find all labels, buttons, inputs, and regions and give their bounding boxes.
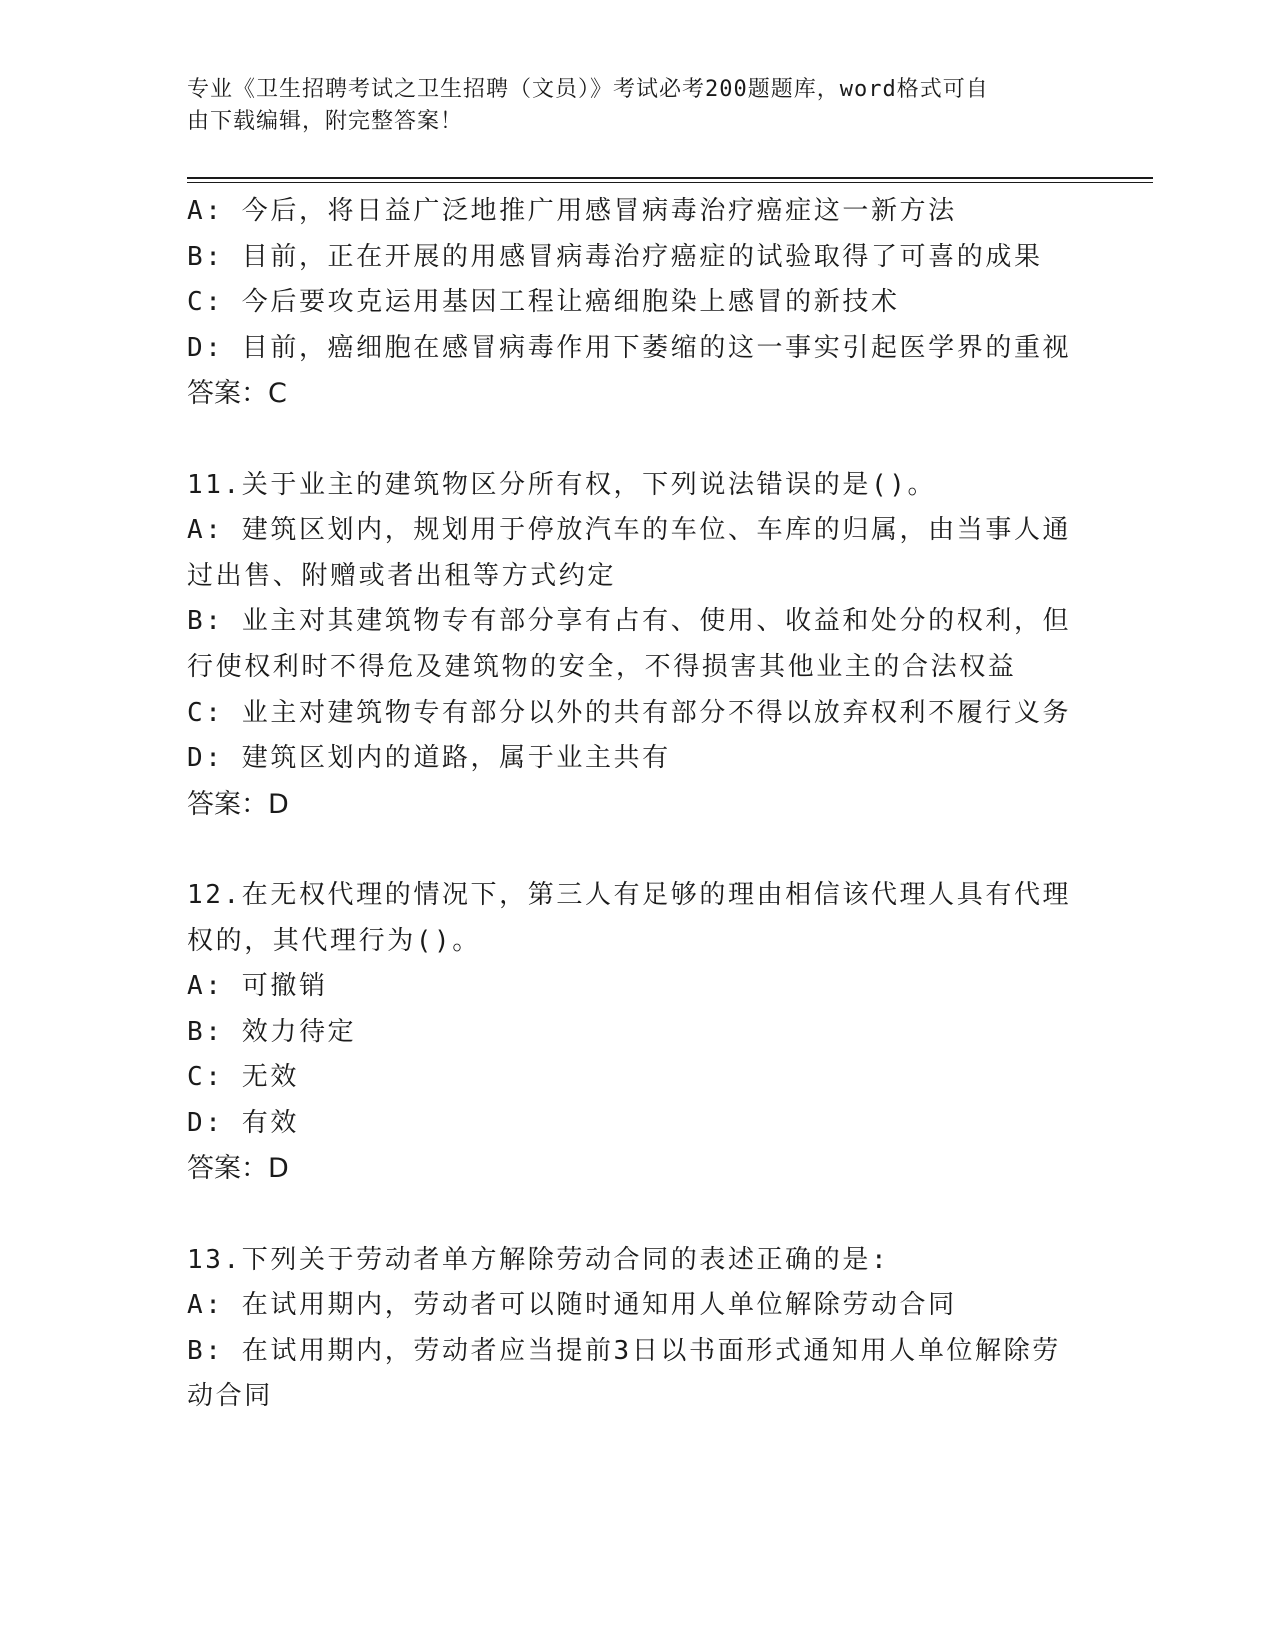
option-a-continued: 过出售、附赠或者出租等方式约定 [187,560,617,591]
spacer [187,827,1077,873]
option-d: D: 建筑区划内的道路，属于业主共有 [187,743,671,774]
answer-line: 答案：C [187,378,287,410]
header-line-1: 专业《卫生招聘考试之卫生招聘（文员）》考试必考200题题库，word格式可自 [187,77,989,102]
answer-line: 答案：D [187,1153,289,1185]
option-a: A: 今后，将日益广泛地推广用感冒病毒治疗癌症这一新方法 [187,196,957,226]
question-text: 13.下列关于劳动者单方解除劳动合同的表述正确的是: [187,1244,890,1275]
option-c: C: 无效 [187,1062,299,1093]
option-b-continued: 动合同 [187,1381,273,1412]
option-c: C: 今后要攻克运用基因工程让癌细胞染上感冒的新技术 [187,287,900,318]
header-divider-thin [187,182,1153,183]
option-a: A: 可撤销 [187,971,328,1002]
question-10-block [187,189,1077,417]
question-11-block [187,463,1077,828]
question-list [187,189,1077,1420]
document-header [187,74,1067,138]
option-a: A: 在试用期内，劳动者可以随时通知用人单位解除劳动合同 [187,1290,957,1321]
header-divider-thick [187,177,1153,179]
option-b: B: 目前，正在开展的用感冒病毒治疗癌症的试验取得了可喜的成果 [187,241,1043,272]
option-b-continued: 行使权利时不得危及建筑物的安全，不得损害其他业主的合法权益 [187,651,1017,682]
option-b: B: 在试用期内，劳动者应当提前3日以书面形式通知用人单位解除劳 [187,1335,1061,1366]
question-text: 11.关于业主的建筑物区分所有权，下列说法错误的是()。 [187,469,937,500]
question-12-block [187,873,1077,1192]
option-a: A: 建筑区划内，规划用于停放汽车的车位、车库的归属，由当事人通 [187,515,1072,546]
option-c: C: 业主对建筑物专有部分以外的共有部分不得以放弃权利不履行义务 [187,697,1072,728]
option-b: B: 业主对其建筑物专有部分享有占有、使用、收益和处分的权利，但 [187,606,1072,637]
option-d: D: 目前，癌细胞在感冒病毒作用下萎缩的这一事实引起医学界的重视 [187,332,1072,363]
header-line-2: 由下载编辑，附完整答案！ [187,109,464,134]
spacer [187,1192,1077,1238]
spacer [187,417,1077,463]
option-d: D: 有效 [187,1107,299,1138]
question-13-block [187,1238,1077,1420]
question-text-continued: 权的，其代理行为()。 [187,925,481,956]
option-b: B: 效力待定 [187,1016,357,1047]
question-text: 12.在无权代理的情况下，第三人有足够的理由相信该代理人具有代理 [187,879,1072,910]
answer-line: 答案：D [187,788,289,820]
